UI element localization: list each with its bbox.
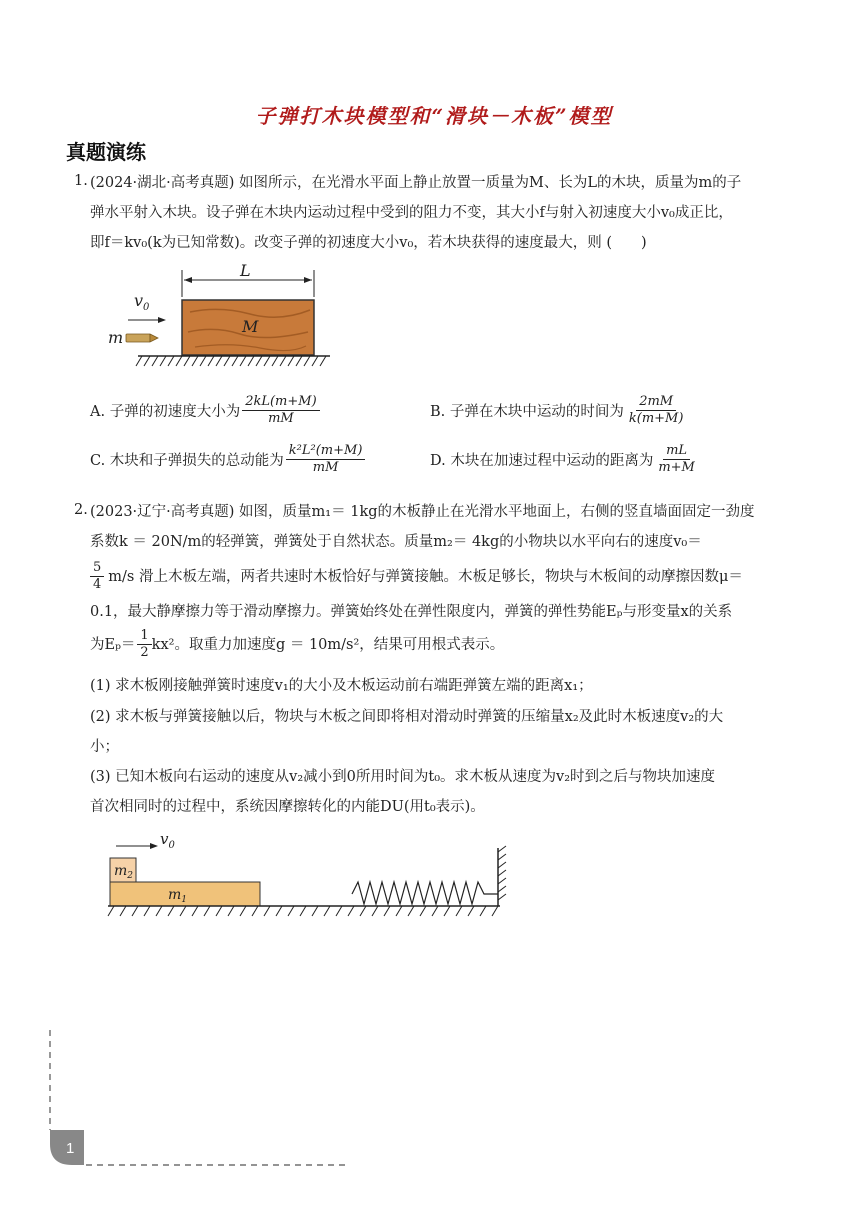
q2-sub2b: 小； (90, 739, 119, 755)
q1-option-b[interactable]: B. 子弹在木块中运动的时间为 $\frac{2mM}{k(m+M)}$ (430, 394, 684, 426)
page-number: 1 (66, 1140, 75, 1157)
q1-figure (100, 262, 340, 372)
q2-line5: 为Eₚ＝ $\frac{1}{2}$ kx²。取重力加速度g ＝ 10m/s²，结果可用根式表示。 (90, 628, 505, 660)
q2-line1: (2023·辽宁·高考真题) 如图，质量m₁＝ 1kg的木板静止在光滑水平地面上，右侧的竖直墙面固定一劲度 (90, 504, 755, 520)
section-heading: 真题演练 (66, 140, 146, 164)
spring (352, 882, 498, 904)
svg-text:m1: $m_1$ (168, 887, 188, 905)
svg-text:v0: $v_0$ (134, 291, 150, 313)
q1-fig-m-label: m (108, 328, 124, 347)
q2-number: 2. (74, 502, 88, 518)
q2-line2: 系数k ＝ 20N/m的轻弹簧，弹簧处于自然状态。质量m₂＝ 4kg的小物块以水平向右的速度v₀＝ (90, 534, 702, 550)
q1-fig-L-label: L (240, 262, 251, 280)
page-corner-decoration (40, 1030, 360, 1170)
q2-sub1: (1) 求木板刚接触弹簧时速度v₁的大小及木板运动前右端距弹簧左端的距离x₁； (90, 678, 593, 694)
svg-text:m2: $m_2$ (114, 863, 134, 881)
q2-line3: $\frac{5}{4}$ m/s 滑上木板左端，两者共速时木板恰好与弹簧接触。木板足够长，物块与木板间的动摩擦因数μ＝ (90, 560, 810, 593)
q2-sub3a: (3) 已知木板向右运动的速度从v₂减小到0所用时间为t₀。求木板从速度为v₂时到之后与物块加速度 (90, 769, 716, 785)
q1-option-d[interactable]: D. 木块在加速过程中运动的距离为 $\frac{mL}{m+M}$ (430, 443, 695, 475)
bullet (126, 334, 150, 342)
q1-line2: 弹水平射入木块。设子弹在木块内运动过程中受到的阻力不变，其大小f与射入初速度大小v₀成正比， (90, 205, 733, 221)
q1-option-a[interactable]: A. 子弹的初速度大小为 $\frac{2kL(m+M)}{mM}$ (90, 394, 320, 427)
svg-text:v0: $v_0$ (160, 830, 175, 851)
q1-number: 1. (74, 173, 88, 189)
page-title: 子弹打木块模型和“滑块－木板”模型 (255, 104, 613, 128)
q2-line4: 0.1，最大静摩擦力等于滑动摩擦力。弹簧始终处在弹性限度内，弹簧的弹性势能Eₚ与形变量x的关系 (90, 604, 733, 620)
q1-option-c[interactable]: C. 木块和子弹损失的总动能为 $\frac{\text{k²L²(m+M)}}{mM}$ (90, 443, 365, 476)
q1-line1: (2024·湖北·高考真题) 如图所示，在光滑水平面上静止放置一质量为M、长为L的木块，质量为m的子 (90, 175, 742, 191)
q1-fig-M-label: M (242, 317, 259, 336)
q1-line3: 即f＝kv₀(k为已知常数)。改变子弹的初速度大小v₀，若木块获得的速度最大，则 ( ) (90, 235, 647, 251)
q2-figure (100, 828, 520, 923)
q2-sub2a: (2) 求木板与弹簧接触以后，物块与木板之间即将相对滑动时弹簧的压缩量x₂及此时木板速度v₂的大 (90, 709, 724, 725)
q2-sub3b: 首次相同时的过程中，系统因摩擦转化的内能DU(用t₀表示)。 (90, 799, 485, 815)
